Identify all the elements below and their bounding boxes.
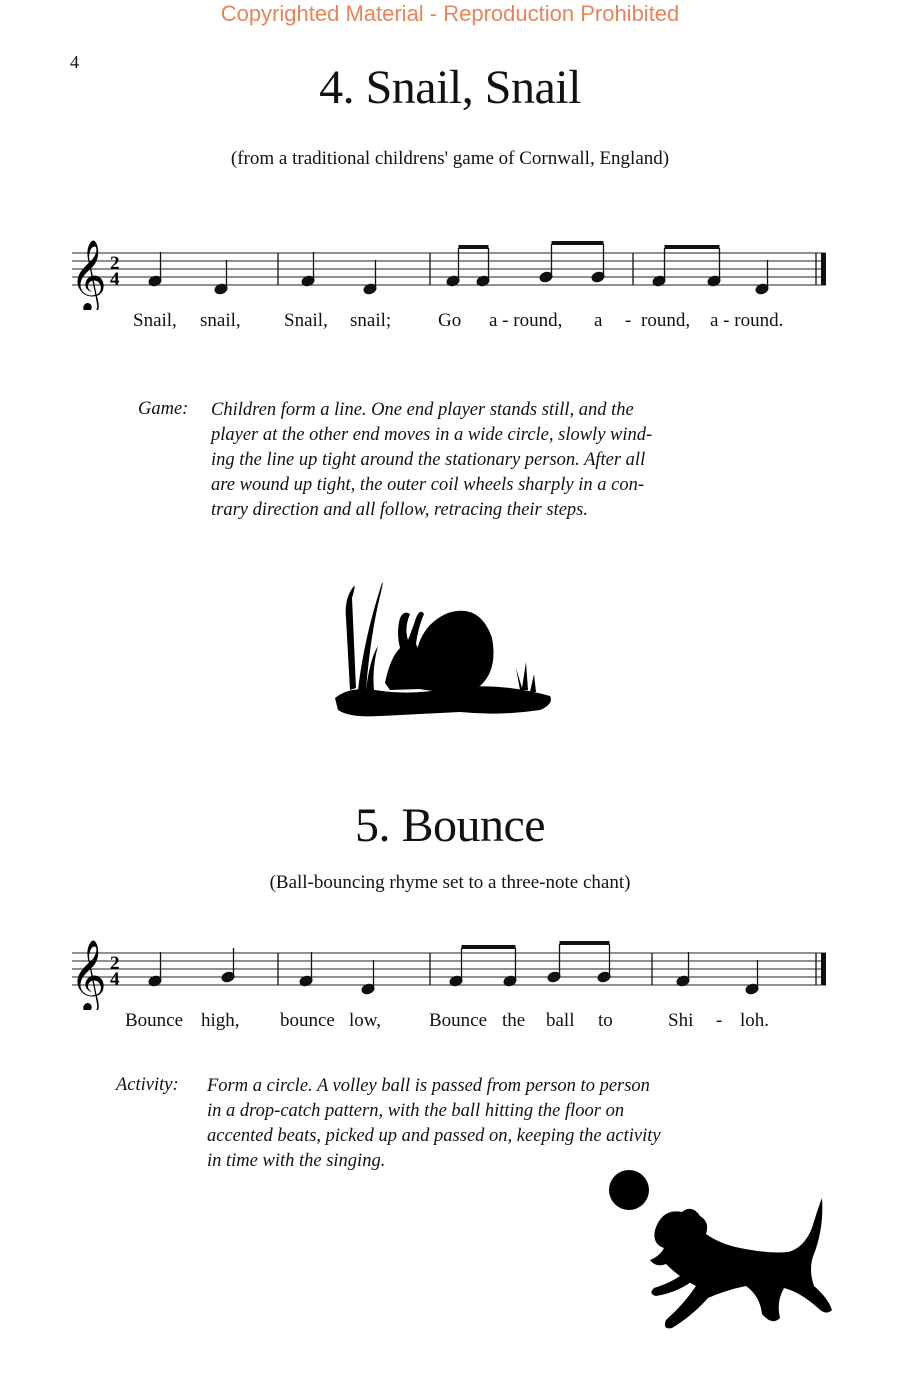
lyric: high,	[201, 1010, 240, 1031]
lyric: Go	[438, 310, 462, 331]
song-2-staff	[0, 930, 900, 1010]
ball-icon	[609, 1170, 649, 1210]
beam	[665, 245, 720, 249]
lyric: a - round.	[710, 310, 784, 331]
lyric: to	[598, 1010, 613, 1031]
treble-clef-icon: 𝄞	[70, 242, 107, 310]
game-line: Children form a line. One end player stands still, and the	[211, 400, 634, 420]
game-line: trary direction and all follow, retracing their steps.	[211, 500, 589, 520]
time-signature-bottom: 4	[110, 969, 120, 990]
snail-illustration	[330, 578, 560, 728]
lyric: -	[625, 310, 632, 331]
activity-line: Form a circle. A volley ball is passed from person to person	[207, 1076, 650, 1096]
song-1-subtitle: (from a traditional childrens' game of Cornwall, England)	[230, 148, 670, 169]
time-signature-top: 2	[110, 953, 120, 974]
lyric: round,	[641, 310, 691, 331]
beam	[560, 941, 610, 945]
lyric: the	[502, 1010, 526, 1031]
activity-line: in time with the singing.	[207, 1151, 386, 1171]
lyric: Shi	[668, 1010, 694, 1031]
song-1-staff	[0, 230, 900, 310]
final-barline	[821, 953, 826, 985]
lyric: loh.	[740, 1010, 770, 1031]
game-label: Game:	[138, 399, 189, 419]
lyric: ball	[546, 1010, 575, 1031]
lyric: a	[594, 310, 603, 331]
activity-label: Activity:	[116, 1075, 179, 1095]
game-line: ing the line up tight around the stationary person. After all	[211, 450, 646, 470]
lyric: bounce	[280, 1010, 335, 1031]
page-number: 4	[70, 52, 79, 72]
game-description	[211, 398, 771, 523]
lyric: -	[716, 1010, 723, 1031]
lyric: snail,	[200, 310, 241, 331]
lyric: Snail,	[284, 310, 328, 331]
time-signature-top: 2	[110, 253, 120, 274]
song-2-subtitle: (Ball-bouncing rhyme set to a three-note chant)	[269, 872, 631, 893]
song-1-title: 4. Snail, Snail	[319, 61, 581, 114]
time-signature-bottom: 4	[110, 269, 120, 290]
dog-with-ball-illustration	[600, 1168, 840, 1338]
activity-line: in a drop-catch pattern, with the ball hitting the floor on	[207, 1101, 625, 1121]
beam	[459, 245, 489, 249]
lyric: low,	[349, 1010, 382, 1031]
lyric: Bounce	[125, 1010, 184, 1031]
game-line: player at the other end moves in a wide circle, slowly wind-	[211, 425, 653, 445]
activity-line: accented beats, picked up and passed on, keeping the activity	[207, 1126, 661, 1146]
treble-clef-icon: 𝄞	[70, 942, 107, 1010]
lyric: snail;	[350, 310, 392, 331]
lyric: Bounce	[429, 1010, 488, 1031]
lyric: Snail,	[133, 310, 177, 331]
lyric: a - round,	[489, 310, 563, 331]
activity-description	[207, 1074, 777, 1174]
song-2-title: 5. Bounce	[354, 799, 546, 852]
beam	[462, 945, 516, 949]
game-line: are wound up tight, the outer coil wheels sharply in a con-	[211, 475, 644, 495]
copyright-watermark: Copyrighted Material - Reproduction Prohibited	[220, 1, 680, 26]
final-barline	[821, 253, 826, 285]
beam	[552, 241, 604, 245]
